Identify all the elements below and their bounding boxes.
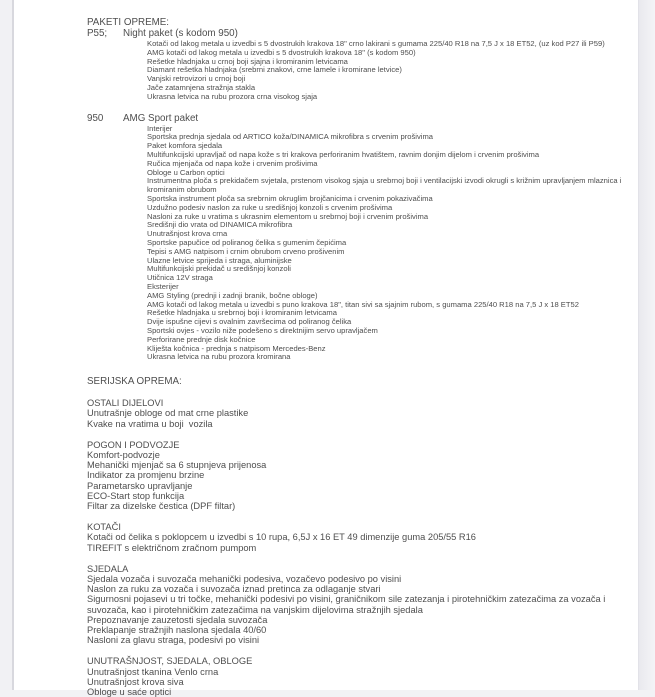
package-item: Sportski ovjes - vozilo niže podešeno s direktnijim servo upravljačem [147, 325, 378, 335]
package-item: Vanjski retrovizori u crnoj boji [147, 74, 246, 84]
package-items [147, 40, 631, 102]
standard-item: Unutrašnjost krova siva [87, 676, 184, 687]
standard-equipment-sections [87, 398, 638, 697]
document-page [14, 0, 638, 697]
package-item: Instrumentna ploča s prekidačem svjetala, prstenom visokog sjaja u srebrnoj boji i ventilacijski izvodi okrugli s križnim upravljanjem mlaznica i kromiranim obrubom [147, 176, 624, 195]
standard-section [87, 564, 632, 646]
standard-section-title: SJEDALA [87, 563, 129, 574]
package-items [147, 125, 631, 363]
package-item: Diamant rešetka hladnjaka (srebrni znakovi, crne lamele i kromirane letvice) [147, 65, 402, 75]
standard-item: Sjedala vozača i suvozača mehanički podesiva, vozačevo podesivo po visini [87, 573, 402, 584]
package-item: Nasloni za ruke u vratima s ukrasnim elementom u srebrnoj boji i crvenim prošivima [147, 211, 429, 221]
standard-item: Parametarsko upravljanje [87, 480, 193, 491]
standard-item: Sigurnosni pojasevi u tri točke, mehanički podesivi po visini, graničnikom sile zatezanja i pirotehničkim zatezačima za vozača i suvozača, kao i pirotehničkim zatezačima na vanjskim dijelovima stražnjih sjedala [87, 594, 608, 615]
package-item: AMG Styling (prednji i zadnji branik, bočne obloge) [147, 290, 318, 300]
package-item: Kotači od lakog metala u izvedbi s 5 dvostrukih krakova 18" crno lakirani s gumama 225/40 R18 na 7,5 J x 18 ET52, (uz kod P27 ili P59) [147, 39, 605, 48]
package-item: Rešetke hladnjaka u crnoj boji sjajna i kromiranim letvicama [147, 56, 348, 66]
standard-item: Unutrašnjost tkanina Venlo crna [87, 666, 219, 677]
package-item: Kliješta kočnica - prednja s natpisom Mercedes-Benz [147, 343, 326, 353]
package-item: AMG kotači od lakog metala u izvedbi s 5 dvostrukih krakova 18" (s kodom 950) [147, 47, 416, 57]
package-item: Interijer [147, 123, 173, 133]
standard-item: Prepoznavanje zauzetosti sjedala suvozača [87, 614, 268, 625]
packages-heading: PAKETI OPREME: [87, 17, 170, 28]
package-item: AMG kotači od lakog metala u izvedbi s puno krakova 18", titan sivi sa sjajnim rubom, s gumama 225/40 R18 na 7,5 J x 18 ET52 [147, 299, 579, 309]
standard-item: Preklapanje stražnjih naslona sjedala 40/60 [87, 624, 267, 635]
standard-item: Filtar za dizelske čestica (DPF filtar) [87, 500, 236, 511]
package-item: Eksterijer [147, 281, 179, 291]
package-item: Sportska prednja sjedala od ARTICO koža/DINAMICA mikrofibra s crvenim prošivima [147, 132, 433, 142]
standard-item: Komfort-podvozje [87, 449, 160, 460]
package-item: Obloge u Carbon optici [147, 167, 225, 177]
package-item: Središnji dio vrata od DINAMICA mikrofibra [147, 220, 293, 230]
package-item: Ručica mjenjača od napa kože i crvenim prošivima [147, 158, 318, 168]
package-item: Perforirane prednje disk kočnice [147, 334, 256, 344]
standard-equipment-heading: SERIJSKA OPREMA: [87, 376, 182, 388]
package-item: Unutrašnjost krova crna [147, 229, 228, 239]
package-item: Rešetke hladnjaka u srebrnoj boji i kromiranim letvicama [147, 308, 337, 318]
package-item: Tepisi s AMG natpisom i crnim obrubom crveno prošivenim [147, 246, 345, 256]
package-item: Dvije ispušne cijevi s ovalnim završecima od poliranog čelika [147, 317, 352, 327]
standard-item: Indikator za promjenu brzine [87, 470, 205, 481]
viewer-gutter-right [638, 0, 655, 690]
standard-item: Unutrašnje obloge od mat crne plastike [87, 408, 249, 419]
package-code: P55; [87, 28, 108, 39]
package-item: Ulazne letvice sprijeda i straga, aluminijske [147, 255, 292, 265]
standard-item: Kotači od čelika s poklopcem u izvedbi s 10 rupa, 6,5J x 16 ET 49 dimenzije guma 205/55 R16 [87, 532, 476, 543]
standard-section-title: UNUTRAŠNJOST, SJEDALA, OBLOGE [87, 656, 253, 667]
package-item: Multifunkcijski upravljač od napa kože s tri krakova perforiranim hvatištem, ravnim donjim dijelom i crvenim prošivima [147, 149, 540, 159]
standard-item: TIREFIT s električnom zračnom pumpom [87, 542, 257, 553]
package-item: Ukrasna letvica na rubu prozora crna visokog sjaja [147, 91, 318, 101]
package-item: Uzdužno podesiv naslon za ruke u središnjoj konzoli s crvenim prošivima [147, 202, 393, 212]
package-row [87, 113, 638, 124]
package-item: Utičnica 12V straga [147, 273, 213, 283]
standard-section [87, 522, 632, 553]
package-item: Multifunkcijski prekidač u središnjoj konzoli [147, 264, 291, 274]
packages-list [87, 28, 638, 362]
standard-section-title: POGON I PODVOZJE [87, 439, 180, 450]
standard-section-title: KOTAČI [87, 522, 121, 533]
package-row [87, 28, 638, 39]
package-item: Paket komfora sjedala [147, 141, 223, 151]
viewer-gutter-left [0, 0, 14, 690]
package-name: AMG Sport paket [123, 112, 199, 124]
standard-section [87, 398, 632, 429]
standard-item: ECO-Start stop funkcija [87, 490, 185, 501]
standard-item: Nasloni za glavu straga, podesivi po visini [87, 635, 260, 646]
standard-item: Kvake na vratima u boji vozila [87, 418, 213, 429]
package-name: Night paket (s kodom 950) [123, 28, 238, 39]
standard-item: Obloge u saće optici [87, 686, 172, 697]
package-item: Sportska instrument ploča sa srebrnim okruglim brojčanicima i crvenim pokazivačima [147, 193, 433, 203]
package-item: Jače zatamnjena stražnja stakla [147, 82, 256, 92]
standard-item: Naslon za ruku za vozača i suvozača iznad pretinca za odlaganje stvari [87, 584, 381, 595]
standard-item: Mehanički mjenjač sa 6 stupnjeva prijenosa [87, 460, 267, 471]
page-content [14, 0, 638, 697]
standard-section [87, 656, 632, 697]
package-item: Sportske papučice od poliranog čelika s gumenim čepićima [147, 237, 347, 247]
package-code: 950 [87, 112, 104, 124]
standard-section-title: OSTALI DIJELOVI [87, 398, 164, 409]
standard-section [87, 440, 632, 511]
package-item: Ukrasna letvica na rubu prozora kromirana [147, 352, 291, 362]
